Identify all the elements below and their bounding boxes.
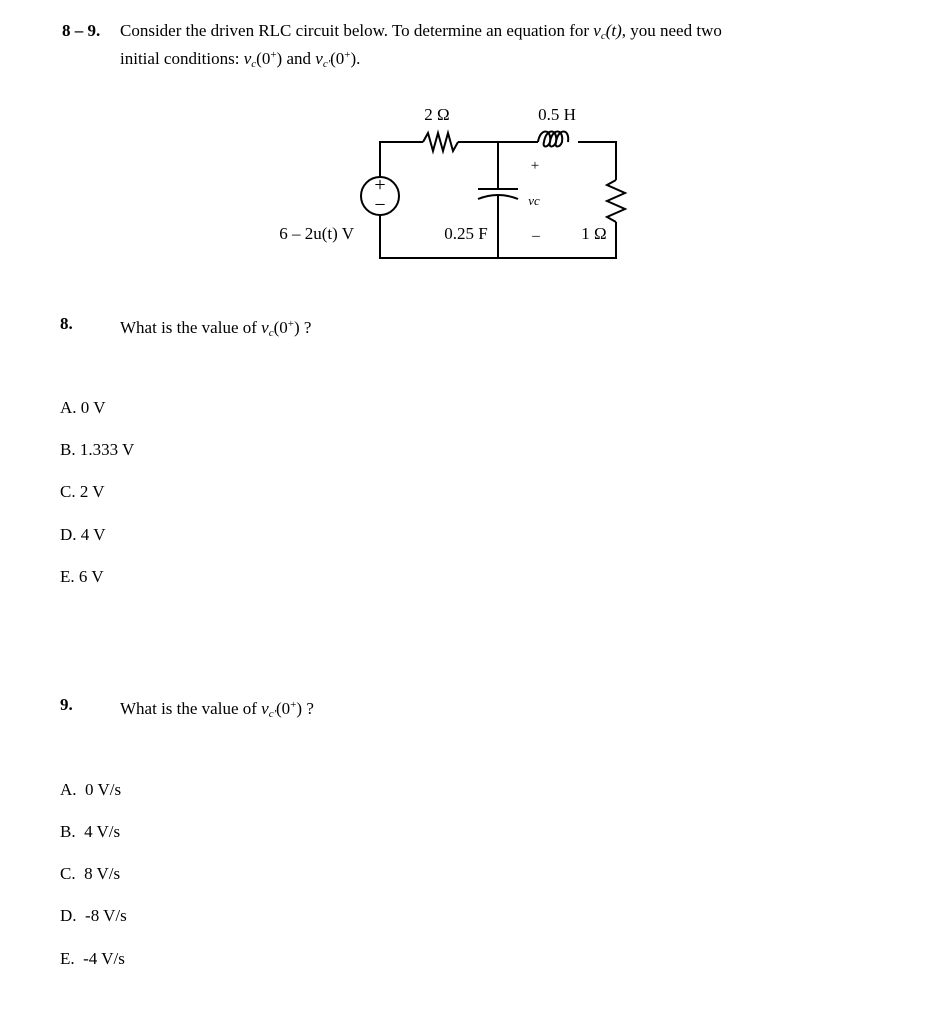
capacitor-label: 0.25 F	[444, 224, 488, 243]
prime-mark: ′	[273, 708, 276, 720]
statement-text: Consider the driven RLC circuit below. To determine an equation for	[120, 21, 590, 40]
prime-mark: ′	[327, 58, 331, 70]
statement-text-end: , you need two	[621, 21, 722, 40]
v-symbol: v	[593, 21, 601, 40]
paren-close: )	[276, 49, 283, 68]
v-symbol: v	[261, 699, 269, 718]
paren-close: )	[350, 49, 357, 68]
paren-open: (0	[273, 318, 288, 337]
paren-open: (0	[276, 699, 291, 718]
q8-prompt	[120, 314, 311, 343]
t-argument: (t)	[605, 21, 622, 40]
plus-sup: +	[287, 318, 294, 330]
q8-choice-a[interactable]: A. 0 V	[60, 398, 106, 417]
q9-prompt	[120, 695, 314, 724]
q9-choice-c[interactable]: C. 8 V/s	[60, 864, 121, 883]
c-subscript: c	[600, 30, 606, 42]
q9-vc-prime-symbol	[261, 699, 276, 718]
paren-close: )	[293, 318, 300, 337]
vc-minus-sign: –	[532, 228, 540, 244]
resistor-1ohm	[607, 180, 625, 222]
q8-choice-b[interactable]: B. 1.333 V	[60, 440, 135, 459]
c-prime-subscript	[269, 708, 276, 720]
q9-choice-a[interactable]: A. 0 V/s	[60, 780, 122, 799]
inductor-05h	[538, 132, 568, 147]
q9-choice-b[interactable]: B. 4 V/s	[60, 822, 121, 841]
statement-text-2: initial conditions:	[120, 49, 240, 68]
q8-choice-d[interactable]: D. 4 V	[60, 525, 106, 544]
source-label: 6 – 2u(t) V	[279, 224, 354, 243]
q9-question-mark: ?	[306, 699, 314, 718]
q8-choice-e[interactable]: E. 6 V	[60, 567, 104, 586]
q9-choice-e[interactable]: E. -4 V/s	[60, 949, 125, 968]
source-minus-sign: −	[374, 194, 386, 216]
vc-plus-sign: +	[530, 158, 540, 174]
v-symbol: v	[315, 49, 323, 68]
q9-number: 9.	[60, 695, 73, 714]
wire-top-right	[578, 142, 616, 180]
c-subscript: c	[251, 58, 257, 70]
v-symbol: v	[243, 49, 252, 68]
q9-choice-d[interactable]: D. -8 V/s	[60, 906, 127, 925]
q8-number: 8.	[60, 314, 73, 333]
source-plus-sign: +	[374, 174, 386, 196]
vc-label: vc	[528, 193, 540, 208]
q9-prompt-text: What is the value of	[120, 699, 257, 718]
c-subscript: c	[322, 58, 328, 70]
q8-zero-plus	[274, 318, 300, 337]
wire-left-top	[380, 142, 423, 178]
q8-choice-c[interactable]: C. 2 V	[60, 482, 105, 501]
paren-close: )	[296, 699, 303, 718]
q8-prompt-text: What is the value of	[120, 318, 257, 337]
r1-label: 2 Ω	[424, 105, 450, 124]
q9-zero-plus	[273, 699, 303, 720]
resistor-2ohm	[423, 133, 458, 151]
paren-open: (0	[256, 49, 271, 68]
inductor-label: 0.5 H	[538, 105, 576, 124]
q8-question-mark: ?	[303, 318, 312, 337]
c-subscript: c	[268, 708, 274, 720]
and-word: and	[286, 49, 312, 68]
r2-label: 1 Ω	[581, 224, 607, 243]
c-subscript: c	[268, 327, 274, 339]
plus-sup: +	[270, 49, 277, 61]
q8-vc-symbol	[261, 318, 273, 337]
plus-sup: +	[344, 49, 351, 61]
plus-sup: +	[290, 699, 297, 711]
paren-open: (0	[330, 49, 345, 68]
v-symbol: v	[261, 318, 269, 337]
problem-number: 8 – 9.	[62, 21, 101, 40]
period: .	[356, 49, 361, 68]
